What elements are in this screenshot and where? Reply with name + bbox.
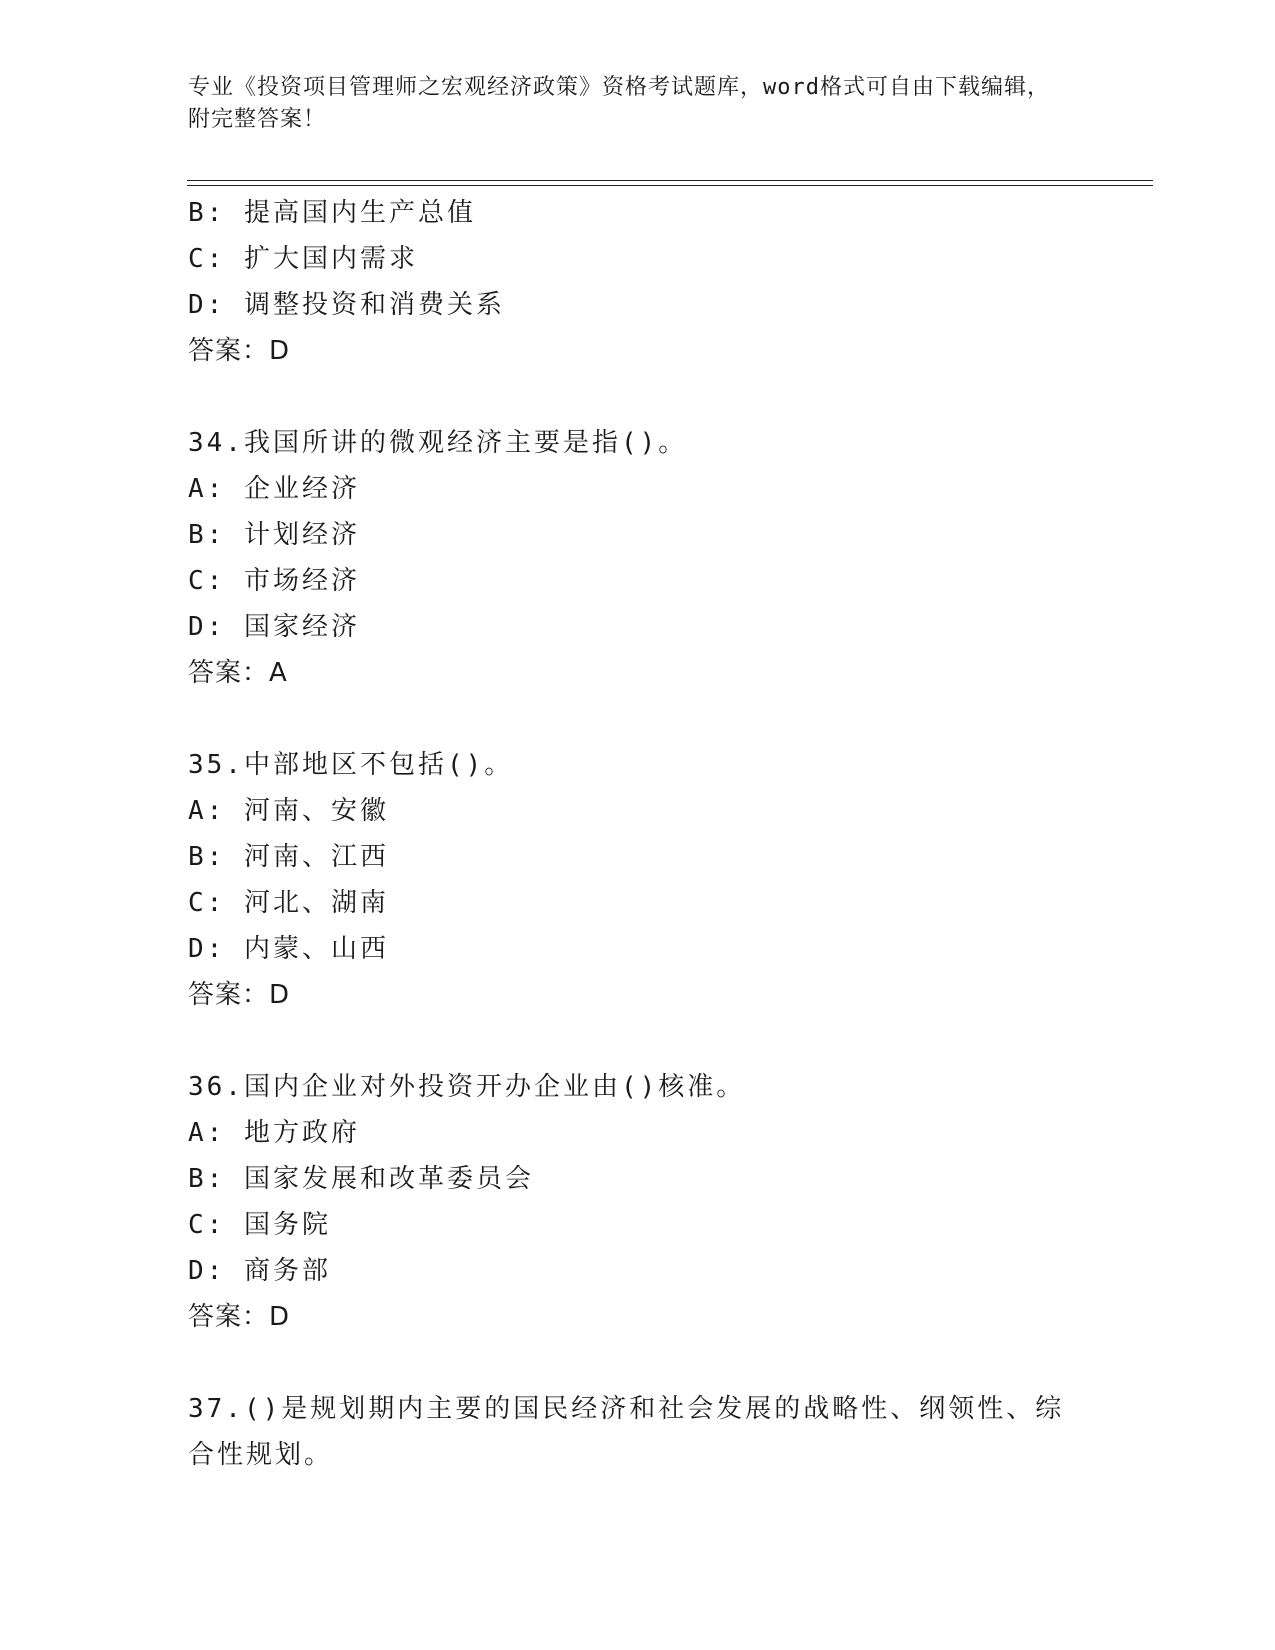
answer-option: A: 河南、安徽 [188,796,389,826]
section-gap [188,1340,1088,1386]
answer-option: C: 扩大国内需求 [188,244,418,274]
answer-key: 答案：D [188,980,291,1010]
answer-key: 答案：D [188,1302,291,1332]
answer-key: 答案：D [188,336,291,366]
answer-option: D: 国家经济 [188,612,360,642]
answer-key: 答案：A [188,658,288,688]
answer-option: B: 国家发展和改革委员会 [188,1164,534,1194]
answer-option: D: 商务部 [188,1256,331,1286]
answer-option: D: 调整投资和消费关系 [188,290,505,320]
question-stem: 36.国内企业对外投资开办企业由()核准。 [188,1072,746,1102]
section-gap [188,696,1088,742]
question-list [188,190,1088,1478]
answer-option: C: 河北、湖南 [188,888,389,918]
answer-option: B: 提高国内生产总值 [188,198,476,228]
section-gap [188,1018,1088,1064]
answer-option: C: 国务院 [188,1210,331,1240]
header-divider-bottom [187,185,1153,186]
header-divider-top [187,180,1153,181]
document-header: 专业《投资项目管理师之宏观经济政策》资格考试题库，word格式可自由下载编辑，附完整答案！ [188,75,1050,132]
answer-option: C: 市场经济 [188,566,360,596]
answer-option: B: 河南、江西 [188,842,389,872]
section-gap [188,374,1088,420]
answer-option: A: 地方政府 [188,1118,360,1148]
answer-option: B: 计划经济 [188,520,360,550]
question-stem: 35.中部地区不包括()。 [188,750,514,780]
answer-option: D: 内蒙、山西 [188,934,389,964]
answer-option: A: 企业经济 [188,474,360,504]
question-stem: 37.()是规划期内主要的国民经济和社会发展的战略性、纲领性、综合性规划。 [188,1394,1065,1470]
question-stem: 34.我国所讲的微观经济主要是指()。 [188,428,688,458]
